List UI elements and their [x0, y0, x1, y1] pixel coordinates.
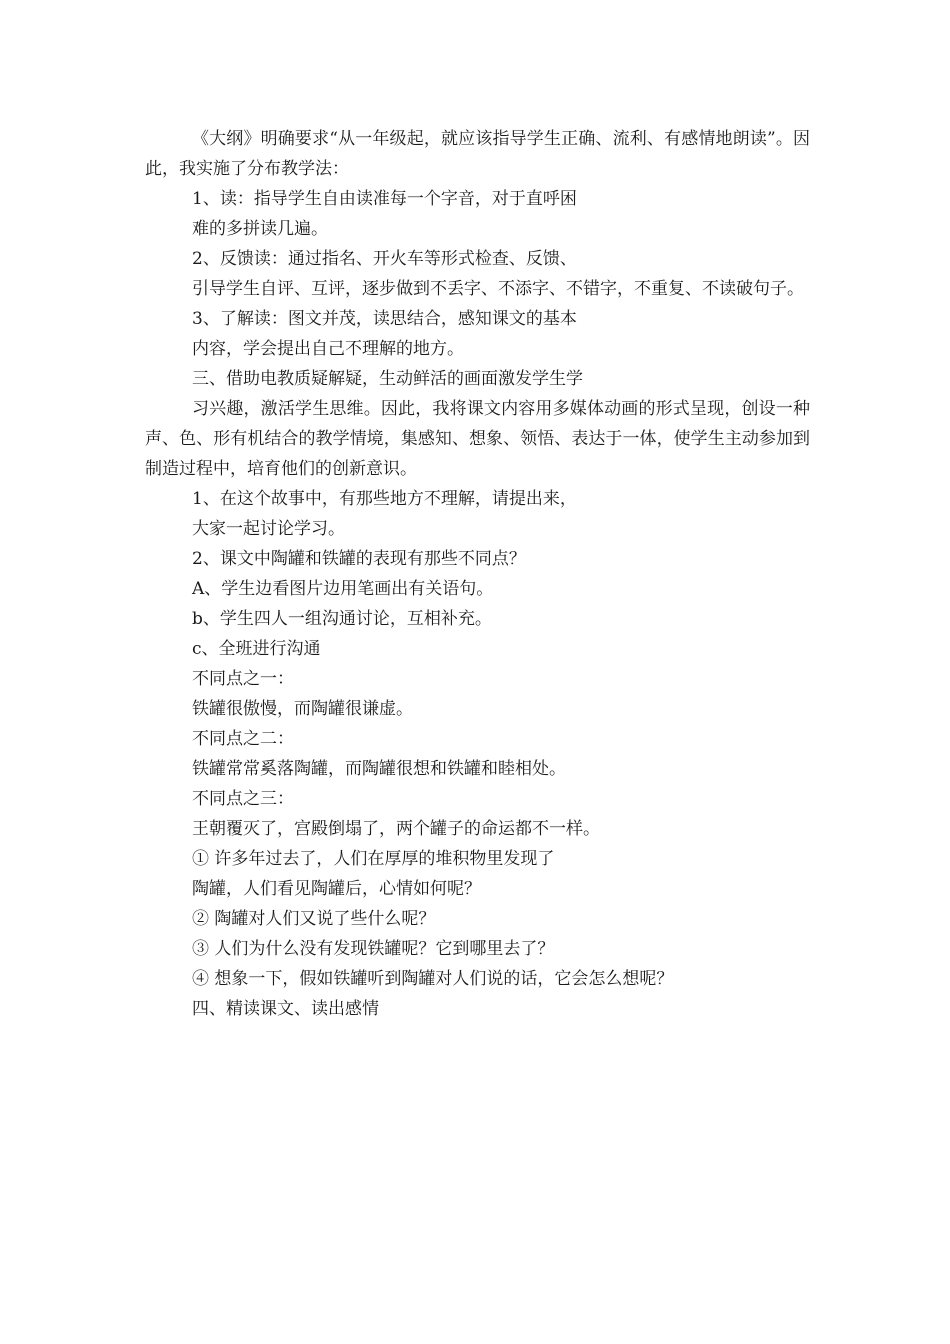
paragraph-line: ② 陶罐对人们又说了些什么呢？ — [192, 909, 436, 929]
paragraph-line: 铁罐常常奚落陶罐，而陶罐很想和铁罐和睦相处。 — [192, 759, 566, 779]
paragraph-line: 习兴趣，激活学生思维。因此，我将课文内容用多媒体动画的形式呈现，创设一种声、色、形有机结合的教学情境，集感知、想象、领悟、表达于一体，使学生主动参加到制造过程中，培育他们的创新意识。 — [145, 399, 810, 479]
paragraph-line: 王朝覆灭了，宫殿倒塌了，两个罐子的命运都不一样。 — [192, 819, 600, 839]
paragraph-line: 1、读：指导学生自由读准每一个字音，对于直呼困 — [192, 189, 577, 209]
paragraph-line: A、学生边看图片边用笔画出有关语句。 — [192, 579, 494, 599]
paragraph-line: 铁罐很傲慢，而陶罐很谦虚。 — [192, 699, 413, 719]
paragraph-line: 3、了解读：图文并茂，读思结合，感知课文的基本 — [192, 309, 577, 329]
paragraph-line: 不同点之一： — [192, 669, 294, 689]
paragraph-line: 不同点之二： — [192, 729, 294, 749]
paragraph-line: 引导学生自评、互评，逐步做到不丢字、不添字、不错字，不重复、不读破句子。 — [192, 279, 804, 299]
paragraph-line: b、学生四人一组沟通讨论，互相补充。 — [192, 609, 492, 629]
paragraph-line: 三、借助电教质疑解疑，生动鲜活的画面激发学生学 — [192, 369, 583, 389]
paragraph-line: c、全班进行沟通 — [192, 639, 321, 659]
paragraph-line: 内容，学会提出自己不理解的地方。 — [192, 339, 464, 359]
paragraph-line: 2、课文中陶罐和铁罐的表现有那些不同点？ — [192, 549, 526, 569]
paragraph-line: 不同点之三： — [192, 789, 294, 809]
paragraph-line: 陶罐，人们看见陶罐后，心情如何呢？ — [192, 879, 481, 899]
paragraph-line: 《大纲》明确要求“从一年级起，就应该指导学生正确、流利、有感情地朗读”。因此，我实施了分布教学法： — [145, 129, 810, 179]
paragraph-line: 难的多拼读几遍。 — [192, 219, 328, 239]
document-body — [145, 124, 810, 1024]
paragraph-line: 2、反馈读：通过指名、开火车等形式检查、反馈、 — [192, 249, 577, 269]
paragraph-line: ④ 想象一下，假如铁罐听到陶罐对人们说的话，它会怎么想呢？ — [192, 969, 674, 989]
paragraph-line: ③ 人们为什么没有发现铁罐呢？它到哪里去了？ — [192, 939, 555, 959]
paragraph-line: 四、精读课文、读出感情 — [192, 999, 379, 1019]
paragraph-line: 大家一起讨论学习。 — [192, 519, 345, 539]
paragraph-line: ① 许多年过去了，人们在厚厚的堆积物里发现了 — [192, 849, 555, 869]
paragraph-line: 1、在这个故事中，有那些地方不理解，请提出来， — [192, 489, 577, 509]
